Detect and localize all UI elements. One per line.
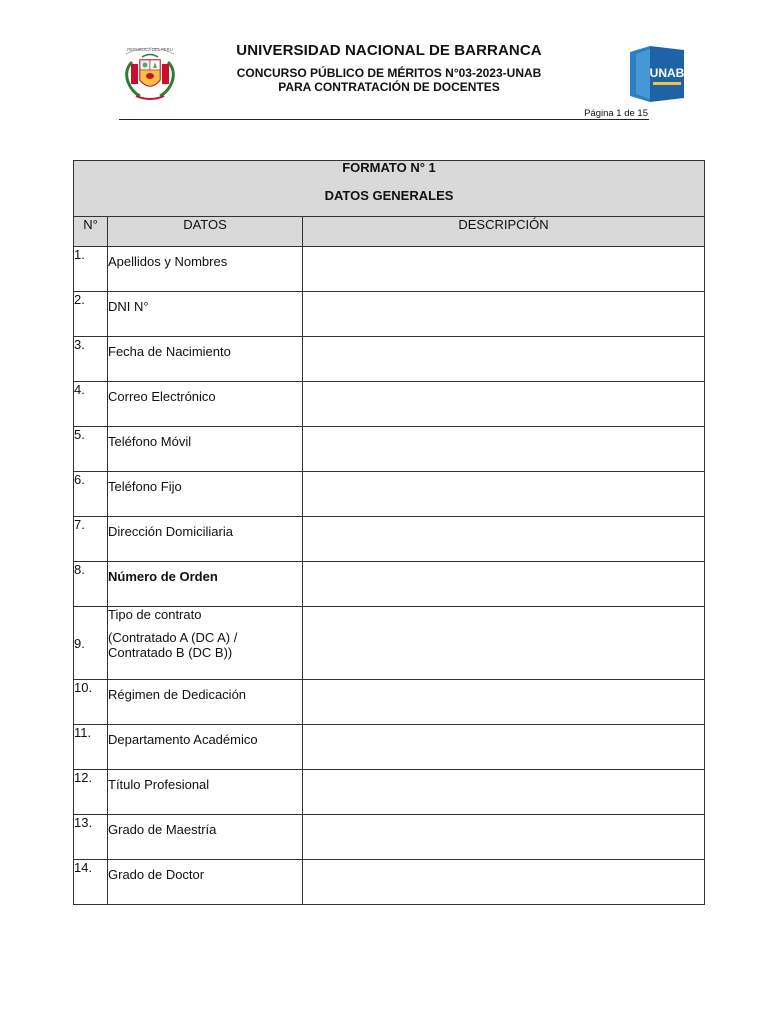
contract-type-option-b: Contratado B (DC B)) — [108, 645, 233, 660]
table-row — [74, 680, 705, 725]
row-label: Fecha de Nacimiento — [108, 337, 303, 382]
section-title: DATOS GENERALES — [324, 188, 454, 203]
table-row — [74, 292, 705, 337]
description-field[interactable] — [303, 562, 705, 607]
row-number: 11. — [74, 725, 108, 770]
table-row — [74, 725, 705, 770]
page-indicator: Página 1 de 15 — [584, 108, 648, 119]
table-row — [74, 607, 705, 680]
row-number: 7. — [74, 517, 108, 562]
svg-text:REPUBLICA DEL PERU: REPUBLICA DEL PERU — [127, 47, 173, 52]
description-field[interactable] — [303, 382, 705, 427]
row-label: Título Profesional — [108, 770, 303, 815]
description-field[interactable] — [303, 427, 705, 472]
general-data-form — [73, 160, 705, 905]
row-label: Dirección Domiciliaria — [108, 517, 303, 562]
row-number: 14. — [74, 860, 108, 905]
row-label: Número de Orden — [108, 562, 303, 607]
row-label: Departamento Académico — [108, 725, 303, 770]
table-row — [74, 562, 705, 607]
column-header-data: DATOS — [108, 217, 303, 247]
table-row — [74, 472, 705, 517]
description-field[interactable] — [303, 770, 705, 815]
university-title: UNIVERSIDAD NACIONAL DE BARRANCA — [236, 42, 542, 59]
row-number: 9. — [74, 607, 108, 680]
description-field[interactable] — [303, 860, 705, 905]
description-field[interactable] — [303, 472, 705, 517]
row-number: 13. — [74, 815, 108, 860]
row-label: Apellidos y Nombres — [108, 247, 303, 292]
row-label: Teléfono Fijo — [108, 472, 303, 517]
table-row — [74, 815, 705, 860]
row-number: 5. — [74, 427, 108, 472]
table-row — [74, 247, 705, 292]
table-row — [74, 337, 705, 382]
row-number: 3. — [74, 337, 108, 382]
description-field[interactable] — [303, 337, 705, 382]
row-label: Correo Electrónico — [108, 382, 303, 427]
row-label: Teléfono Móvil — [108, 427, 303, 472]
description-field[interactable] — [303, 292, 705, 337]
row-number: 2. — [74, 292, 108, 337]
unab-logo — [626, 44, 690, 104]
description-field[interactable] — [303, 680, 705, 725]
table-row — [74, 382, 705, 427]
contest-title: CONCURSO PÚBLICO DE MÉRITOS N°03-2023-UNAB — [236, 66, 542, 80]
row-number: 4. — [74, 382, 108, 427]
table-row — [74, 770, 705, 815]
row-number: 8. — [74, 562, 108, 607]
row-label — [108, 607, 303, 680]
row-number: 1. — [74, 247, 108, 292]
row-label: Grado de Maestría — [108, 815, 303, 860]
description-field[interactable] — [303, 517, 705, 562]
document-header — [0, 0, 768, 125]
description-field[interactable] — [303, 815, 705, 860]
form-title-cell — [74, 161, 705, 217]
contest-subtitle: PARA CONTRATACIÓN DE DOCENTES — [278, 80, 500, 94]
table-row — [74, 860, 705, 905]
description-field[interactable] — [303, 247, 705, 292]
table-row — [74, 517, 705, 562]
description-field[interactable] — [303, 725, 705, 770]
contract-type-option-a: (Contratado A (DC A) / — [108, 630, 238, 645]
format-title: FORMATO N° 1 — [342, 160, 436, 175]
unab-logo-text: UNAB — [649, 66, 685, 80]
table-row — [74, 427, 705, 472]
unab-logo-icon — [626, 44, 690, 104]
contract-type-label: Tipo de contrato — [108, 607, 202, 622]
column-header-number: N° — [74, 217, 108, 247]
row-label: Régimen de Dedicación — [108, 680, 303, 725]
row-number: 12. — [74, 770, 108, 815]
column-header-description: DESCRIPCIÓN — [303, 217, 705, 247]
row-number: 6. — [74, 472, 108, 517]
header-divider — [119, 119, 649, 120]
row-label: Grado de Doctor — [108, 860, 303, 905]
row-label: DNI N° — [108, 292, 303, 337]
row-number: 10. — [74, 680, 108, 725]
description-field[interactable] — [303, 607, 705, 680]
